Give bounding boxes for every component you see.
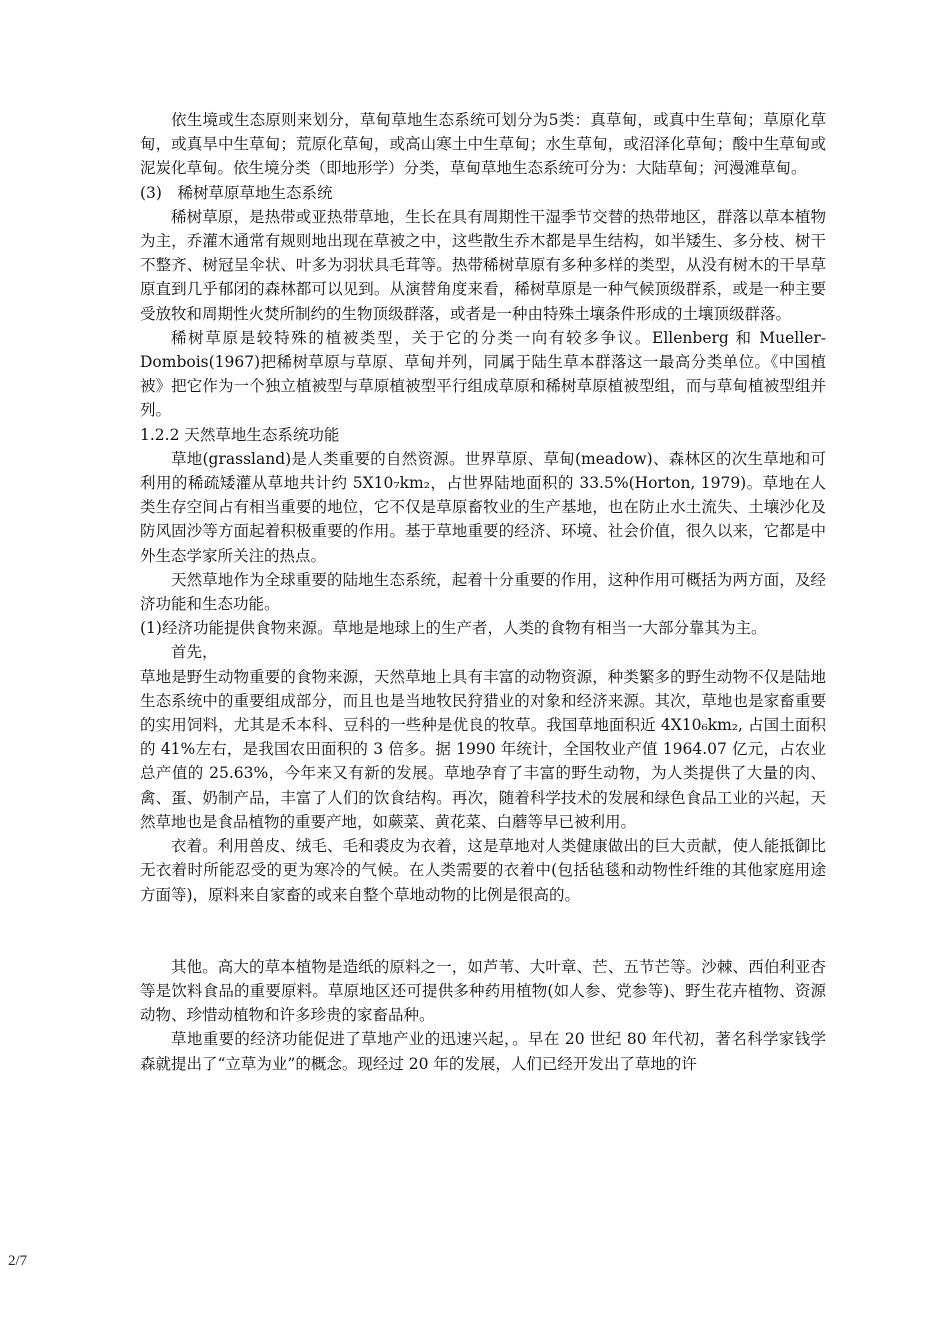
paragraph-savanna-classification: 稀树草原是较特殊的植被类型，关于它的分类一向有较多争议。Ellenberg 和 Mueller-Dombois(1967)把稀树草原与草原、草甸并列，同属于陆生草本群落这一最高分类单位。《中国植被》把它作为一个独立植被型与草原植被型平行组成草原和稀树草原植被型组，而与草甸植被型组并列。 (140, 328, 826, 420)
paragraph-other-uses: 其他。高大的草本植物是造纸的原料之一，如芦苇、大叶章、芒、五节芒等。沙棘、西伯利亚杏等是饮料食品的重要原料。草原地区还可提供多种药用植物(如人参、党参等)、野生花卉植物、资源动物、珍惜动植物和许多珍贵的家畜品种。 (140, 957, 826, 1025)
paragraph-grassland-industry: 草地重要的经济功能促进了草地产业的迅速兴起，。早在 20 世纪 80 年代初，著名科学家钱学森就提出了“立草为业”的概念。现经过 20 年的发展，人们已经开发出了草地的许 (140, 1030, 826, 1073)
paragraph-food-source: 草地是野生动物重要的食物来源，天然草地上具有丰富的动物资源，种类繁多的野生动物不仅是陆地生态系统中的重要组成部分，而且也是当地牧民狩猎业的对象和经济来源。其次，草地也是家畜重要的实用饲料，尤其是禾本科、豆科的一些种是优良的牧草。我国草地面积近 4X10₆km₂, 占国土面积的 41%左右，是我国农田面积的 3 倍多。据 1990 年统计，全国牧业产值 1964.07 亿元，占农业总产值的 25.63%，今年来又有新的发展。草地孕育了丰富的野生动物，为人类提供了大量的肉、禽、蛋、奶制产品，丰富了人们的饮食结构。再次，随着科学技术的发展和绿色食品工业的兴起，天然草地也是食品植物的重要产地，如蕨菜、黄花菜、白蘑等早已被利用。 (140, 667, 826, 831)
paragraph-grassland-role: 天然草地作为全球重要的陆地生态系统，起着十分重要的作用，这种作用可概括为两方面，及经济功能和生态功能。 (140, 570, 826, 614)
paragraph-gap (140, 907, 826, 955)
paragraph-first: 首先， (171, 643, 218, 662)
paragraph-clothing: 衣着。利用兽皮、绒毛、毛和裘皮为衣着，这是草地对人类健康做出的巨大贡献，使人能抵御比无衣着时所能忍受的更为寒冷的气候。在人类需要的衣着中(包括毡毯和动物性纤维的其他家庭用途方面等)，原料来自家畜的或来自整个草地动物的比例是很高的。 (140, 837, 826, 904)
section-heading-grassland-function: 1.2.2 天然草地生态系统功能 (140, 425, 340, 444)
page-number: 2/7 (8, 1253, 28, 1269)
paragraph-grassland-resource: 草地(grassland)是人类重要的自然资源。世界草原、草甸(meadow)、森林区的次生草地和可利用的稀疏矮灌从草地共计约 5X10₇km₂，占世界陆地面积的 33.5%(Horton, 1979)。草地在人类生存空间占有相当重要的地位，它不仅是草原畜牧业的生产基地，也在防止水土流失、土壤沙化及防风固沙等方面起着积极重要的作用。基于草地重要的经济、环境、社会价值，很久以来，它都是中外生态学家所关注的热点。 (140, 449, 826, 565)
section-heading-savanna: (3) 稀树草原草地生态系统 (140, 183, 333, 202)
document-body (140, 108, 826, 1076)
paragraph-economic-function: (1)经济功能提供食物来源。草地是地球上的生产者，人类的食物有相当一大部分靠其为主。 (140, 619, 767, 638)
paragraph-meadow-classification: 依生境或生态原则来划分，草甸草地生态系统可划分为5类：真草甸，或真中生草甸；草原化草甸，或真旱中生草甸；荒原化草甸，或高山寒土中生草甸；水生草甸，或沼泽化草甸；酸中生草甸或泥炭化草甸。依生境分类（即地形学）分类，草甸草地生态系统可分为：大陆草甸；河漫滩草甸。 (140, 111, 826, 178)
paragraph-savanna-description: 稀树草原，是热带或亚热带草地，生长在具有周期性干湿季节交替的热带地区，群落以草本植物为主，乔灌木通常有规则地出现在草被之中，这些散生乔木都是旱生结构，如半矮生、多分枝、树干不整齐、树冠呈伞状、叶多为羽状具毛茸等。热带稀树草原有多种多样的类型，从没有树木的干旱草原直到几乎郁闭的森林都可以见到。从演替角度来看，稀树草原是一种气候顶级群系，或是一种主要受放牧和周期性火焚所制约的生物顶级群落，或者是一种由特殊土壤条件形成的土壤顶级群落。 (140, 207, 826, 323)
